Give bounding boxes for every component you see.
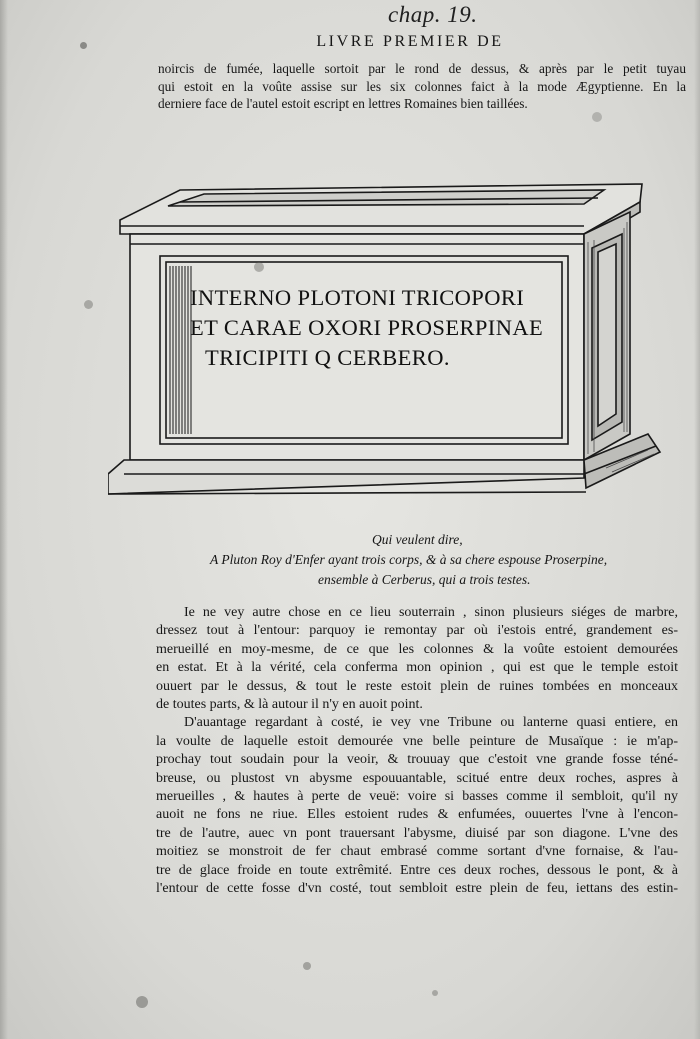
text-line: auoit ne fons ne riue. Elles estoient rudes & enfumées, ouuertes l'vne à l'encon- [156, 807, 678, 823]
text-line: D'auantage regardant à costé, ie vey vne Tribune ou lanterne quasi entiere, en [184, 715, 678, 731]
ink-spot [303, 962, 311, 970]
ink-spot [254, 262, 264, 272]
text-line: tre de l'autre, auec vn pont trauersant l'abysme, diuisé par son diagone. L'vne des [156, 825, 678, 841]
ink-spot [80, 42, 87, 49]
text-line: de toutes parts, & là autour il n'y en auoit point. [156, 697, 423, 713]
text-line: merueilles , & hautes à perte de veuë: voire si basses comme il sembloit, qu'il ny [156, 789, 678, 805]
inscription-line: INTERNO PLOTONI TRICOPORI [190, 285, 525, 310]
caption-line: A Pluton Roy d'Enfer ayant trois corps, & à sa chere espouse Proserpine, [210, 552, 608, 567]
page-gutter-shadow [0, 0, 8, 1039]
text-line: derniere face de l'autel estoit escript en lettres Romaines bien taillées. [158, 96, 528, 111]
handwritten-chapter-note: chap. 19. [388, 2, 478, 27]
body-text [156, 604, 678, 899]
ink-spot [136, 996, 148, 1008]
ink-spot [432, 990, 438, 996]
inscription-line: ET CARAE OXORI PROSERPINAE [190, 315, 544, 340]
altar-inscription [190, 283, 550, 373]
text-line: breuse, ou plustost vn abysme espouuantable, scitué entre deux roches, aspres à [156, 770, 678, 786]
text-line: moitiez se monstroit de fer chaut embrasé comme sortant d'vne fornaise, & l'au- [156, 844, 678, 860]
text-line: dressez tout à l'entour: parquoy ie remontay par où i'estois entré, grandement es- [156, 623, 678, 639]
ink-spot [84, 300, 93, 309]
text-line: qui estoit en la voûte assise sur les six colonnes faict à la mode Ægyptienne. En la [158, 78, 686, 94]
text-line: Ie ne vey autre chose en ce lieu souterrain , sinon plusieurs siéges de marbre, [184, 605, 678, 620]
text-line: en estat. Et à la vérité, cela conferma mon opinion , qui est que le temple estoit [156, 660, 678, 676]
page-edge-shadow [694, 0, 700, 1039]
text-line: prochay tout soudain pour la veoir, & trouuay que c'estoit vne grande fosse téné- [156, 752, 678, 768]
text-line: ouuert par le dessus, & tout le reste estoit plein de ruines tombées en monceaux [156, 678, 678, 694]
text-line: noircis de fumée, laquelle sortoit par le rond de dessus, & après par le petit tuyau [158, 61, 686, 76]
text-line: l'entour de cette fosse d'vn costé, tout sembloit estre plein de feu, iettans des estin- [156, 881, 678, 897]
top-paragraph [158, 60, 686, 113]
text-line: merueillé en moy-mesme, de ce que les colonnes & la voûte estoient demourées [156, 641, 678, 657]
text-line: tre de glace froide en toute extrêmité. Entre ces deux roches, dessous le pont, & à [156, 862, 678, 878]
ink-spot [592, 112, 602, 122]
text-line: la voulte de laquelle estoit demourée vne belle peinture de Musaïque : ie m'ap- [156, 733, 678, 749]
running-head: LIVRE PREMIER DE [316, 33, 504, 50]
inscription-line: TRICIPITI Q CERBERO. [205, 345, 450, 370]
caption-line: ensemble à Cerberus, qui a trois testes. [318, 572, 531, 587]
caption-line: Qui veulent dire, [372, 532, 463, 547]
